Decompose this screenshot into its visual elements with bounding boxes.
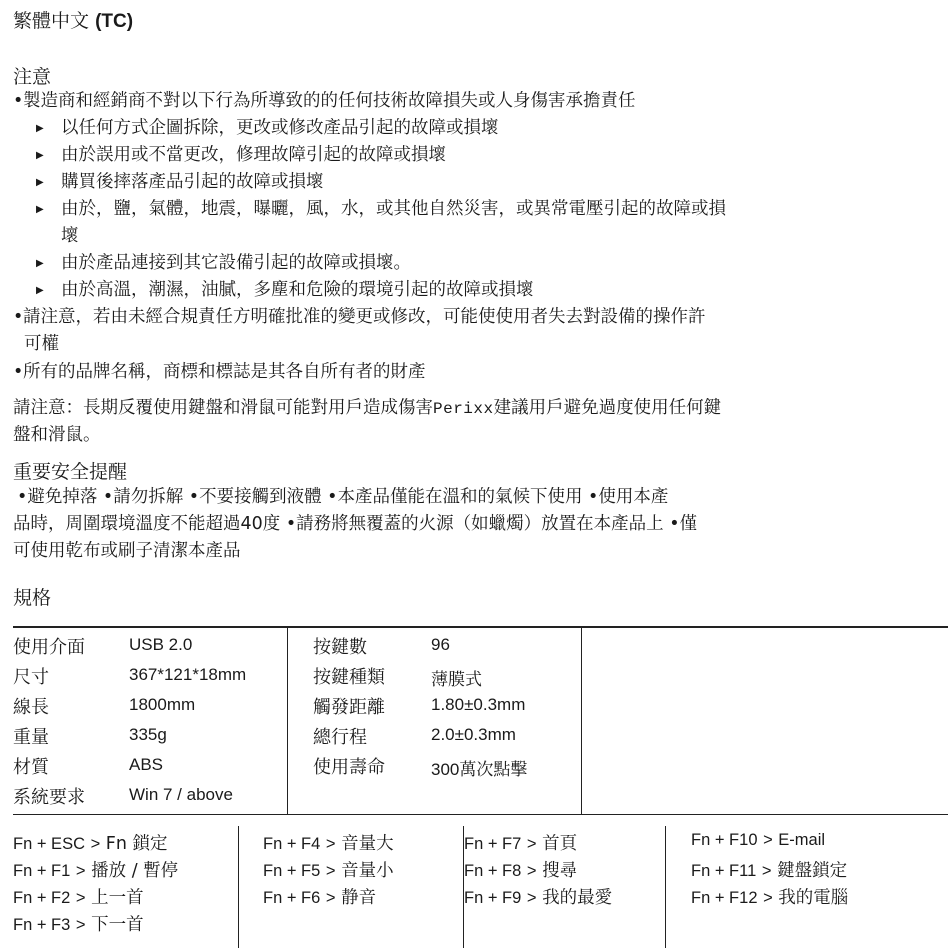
fn-key-combo: Fn + F8 bbox=[464, 862, 522, 880]
fn-row bbox=[691, 884, 848, 912]
safety-line-2: 品時，周圍環境溫度不能超過40度 •請務將無覆蓋的火源（如蠟燭）放置在本產品上 •僅 bbox=[13, 514, 698, 534]
spec-value: 335g bbox=[129, 725, 167, 744]
fn-key-combo: Fn + F9 bbox=[464, 889, 522, 907]
spec-key: 使用壽命 bbox=[313, 757, 385, 778]
fn-action: 音量小 bbox=[341, 861, 394, 881]
fn-action: 上一首 bbox=[91, 888, 144, 908]
fn-action: 播放 / 暫停 bbox=[91, 861, 179, 881]
fn-row bbox=[263, 884, 376, 912]
spec-value: ABS bbox=[129, 755, 164, 774]
specs-column-2 bbox=[287, 628, 582, 814]
spec-key: 材質 bbox=[13, 757, 49, 778]
fn-key-combo: Fn + F12 bbox=[691, 889, 758, 907]
language-title bbox=[13, 6, 133, 33]
spec-value: 367*121*18mm bbox=[129, 665, 247, 684]
spec-key: 尺寸 bbox=[13, 667, 49, 688]
fn-key-combo: Fn + F6 bbox=[263, 889, 321, 907]
fn-key-combo: Fn + F11 bbox=[691, 862, 757, 880]
notice-bullet-1 bbox=[13, 88, 636, 115]
notice-bullet-3-text: 所有的品牌名稱，商標和標誌是其各自所有者的財產 bbox=[23, 362, 426, 382]
notice-bullet-2-continuation: 可權 bbox=[24, 334, 59, 354]
fn-action: 鍵盤鎖定 bbox=[777, 861, 848, 881]
fn-action: 我的電腦 bbox=[778, 888, 849, 908]
arrow-separator: > bbox=[526, 862, 537, 880]
spec-value: USB 2.0 bbox=[129, 635, 193, 654]
language-code: (TC) bbox=[95, 11, 134, 32]
spec-value: 1.80±0.3mm bbox=[431, 695, 526, 714]
fn-column-1 bbox=[13, 826, 239, 948]
fn-row bbox=[13, 911, 144, 939]
language-name: 繁體中文 bbox=[13, 10, 90, 32]
fn-column-2 bbox=[263, 826, 464, 948]
fn-key-combo: Fn + F7 bbox=[464, 835, 522, 853]
spec-key: 按鍵數 bbox=[313, 637, 367, 658]
arrow-separator: > bbox=[761, 862, 772, 880]
triangle-bullet-icon: ▶ bbox=[36, 150, 44, 161]
spec-value: 1800mm bbox=[129, 695, 196, 714]
usage-warning-text: 請注意：長期反覆使用鍵盤和滑鼠可能對用戶造成傷害 bbox=[13, 398, 433, 418]
spec-value: 薄膜式 bbox=[431, 670, 482, 689]
notice-sub-item bbox=[36, 169, 324, 196]
fn-key-combo: Fn + F3 bbox=[13, 916, 71, 934]
arrow-separator: > bbox=[763, 831, 773, 849]
arrow-separator: > bbox=[325, 889, 336, 907]
fn-key-combo: Fn + F10 bbox=[691, 831, 758, 849]
notice-sub-text: 由於，鹽，氣體，地震，曝曬，風，水，或其他自然災害，或異常電壓引起的故障或損 bbox=[61, 199, 726, 219]
arrow-separator: > bbox=[325, 835, 336, 853]
spec-value: Win 7 / above bbox=[129, 785, 233, 804]
spec-value: 300萬次點擊 bbox=[431, 760, 528, 779]
spec-key: 總行程 bbox=[313, 727, 367, 748]
fn-key-combo: Fn + ESC bbox=[13, 835, 85, 853]
fn-action: 音量大 bbox=[341, 834, 394, 854]
notice-sub-item bbox=[36, 142, 446, 169]
notice-bullet-1-text: 製造商和經銷商不對以下行為所導致的的任何技術故障損失或人身傷害承擔責任 bbox=[23, 91, 636, 111]
notice-sub-text: 由於產品連接到其它設備引起的故障或損壞。 bbox=[61, 253, 411, 273]
fn-column-3 bbox=[464, 826, 666, 948]
fn-action: 我的最愛 bbox=[542, 888, 613, 908]
fn-key-combo: Fn + F2 bbox=[13, 889, 71, 907]
usage-warning-text-2: 建議用戶避免過度使用任何鍵 bbox=[493, 398, 722, 418]
brand-name: Perixx bbox=[433, 400, 494, 418]
fn-row bbox=[691, 830, 825, 858]
triangle-bullet-icon: ▶ bbox=[36, 177, 44, 188]
fn-action: Fn 鎖定 bbox=[105, 834, 168, 854]
specs-table bbox=[13, 626, 948, 815]
fn-action: 首頁 bbox=[542, 834, 578, 854]
spec-key: 觸發距離 bbox=[313, 697, 385, 718]
specs-heading: 規格 bbox=[13, 587, 52, 609]
arrow-separator: > bbox=[526, 889, 537, 907]
fn-row bbox=[464, 830, 577, 858]
safety-heading: 重要安全提醒 bbox=[13, 461, 128, 483]
arrow-separator: > bbox=[75, 862, 86, 880]
notice-sub-item bbox=[36, 115, 499, 142]
fn-row bbox=[13, 830, 168, 858]
fn-row bbox=[464, 857, 577, 885]
spec-key: 按鍵種類 bbox=[313, 667, 385, 688]
bullet-dot: • bbox=[13, 91, 24, 111]
fn-column-4 bbox=[691, 826, 948, 948]
fn-row bbox=[691, 857, 847, 885]
notice-bullet-2-text: 請注意，若由未經合規責任方明確批准的變更或修改，可能使使用者失去對設備的操作許 bbox=[23, 307, 706, 327]
fn-row bbox=[13, 884, 144, 912]
safety-line-1: •避免掉落 •請勿拆解 •不要接觸到液體 •本產品僅能在溫和的氣候下使用 •使用本產 bbox=[17, 487, 669, 507]
arrow-separator: > bbox=[325, 862, 336, 880]
notice-sub-item bbox=[36, 250, 411, 277]
fn-row bbox=[13, 857, 178, 885]
safety-line-3: 可使用乾布或刷子清潔本產品 bbox=[13, 541, 241, 561]
arrow-separator: > bbox=[75, 916, 86, 934]
spec-key: 重量 bbox=[13, 727, 49, 748]
spec-value: 96 bbox=[431, 635, 450, 654]
fn-row bbox=[263, 857, 394, 885]
spec-value: 2.0±0.3mm bbox=[431, 725, 516, 744]
fn-row bbox=[263, 830, 394, 858]
spec-key: 使用介面 bbox=[13, 637, 85, 658]
notice-sub-text: 由於高溫，潮濕，油膩，多塵和危險的環境引起的故障或損壞 bbox=[61, 280, 534, 300]
triangle-bullet-icon: ▶ bbox=[36, 123, 44, 134]
fn-key-combo: Fn + F5 bbox=[263, 862, 321, 880]
fn-key-combo: Fn + F4 bbox=[263, 835, 321, 853]
usage-warning-continuation: 盤和滑鼠。 bbox=[13, 425, 101, 445]
notice-sub-item bbox=[36, 196, 726, 223]
notice-sub-text: 以任何方式企圖拆除，更改或修改產品引起的故障或損壞 bbox=[61, 118, 499, 138]
arrow-separator: > bbox=[763, 889, 773, 907]
fn-action: E-mail bbox=[778, 831, 826, 849]
notice-bullet-2 bbox=[13, 304, 706, 331]
bullet-dot: • bbox=[13, 307, 24, 327]
arrow-separator: > bbox=[90, 835, 101, 853]
fn-row bbox=[464, 884, 612, 912]
notice-bullet-3 bbox=[13, 359, 426, 386]
specs-column-1 bbox=[13, 628, 288, 814]
notice-sub-item bbox=[36, 277, 534, 304]
notice-heading: 注意 bbox=[13, 66, 52, 88]
notice-sub-item-continuation: 壞 bbox=[61, 226, 79, 246]
notice-sub-text: 購買後摔落產品引起的故障或損壞 bbox=[61, 172, 324, 192]
triangle-bullet-icon: ▶ bbox=[36, 258, 44, 269]
spec-key: 系統要求 bbox=[13, 787, 85, 808]
arrow-separator: > bbox=[75, 889, 86, 907]
fn-key-combo: Fn + F1 bbox=[13, 862, 71, 880]
fn-action: 静音 bbox=[341, 888, 377, 908]
fn-key-table bbox=[13, 826, 948, 948]
triangle-bullet-icon: ▶ bbox=[36, 204, 44, 215]
fn-action: 搜尋 bbox=[542, 861, 578, 881]
triangle-bullet-icon: ▶ bbox=[36, 285, 44, 296]
notice-sub-text: 由於誤用或不當更改，修理故障引起的故障或損壞 bbox=[61, 145, 446, 165]
arrow-separator: > bbox=[526, 835, 537, 853]
fn-action: 下一首 bbox=[91, 915, 144, 935]
spec-key: 線長 bbox=[13, 697, 49, 718]
bullet-dot: • bbox=[13, 362, 24, 382]
usage-warning bbox=[13, 395, 721, 423]
